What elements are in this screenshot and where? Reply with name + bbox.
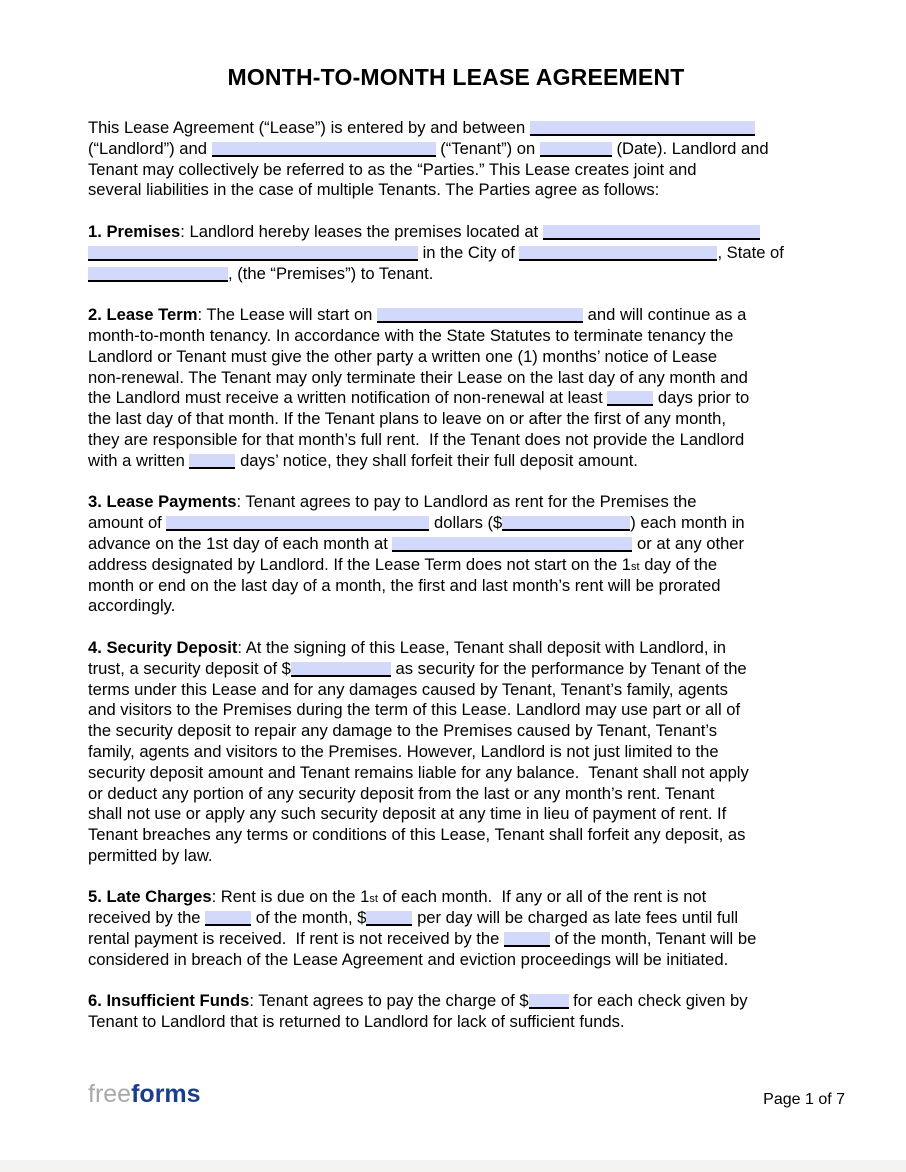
text-run: permitted by law. <box>88 845 213 865</box>
text-run: non-renewal. The Tenant may only terminate their Lease on the last day of any month and <box>88 367 748 387</box>
text-line <box>88 139 824 160</box>
logo-text-forms: forms <box>131 1080 201 1108</box>
landlord-name-field[interactable] <box>530 121 755 136</box>
premises-paragraph <box>88 222 824 284</box>
nsf-charge-field[interactable] <box>529 994 569 1009</box>
security-deposit-paragraph <box>88 638 824 867</box>
text-line <box>88 347 824 368</box>
text-line <box>88 991 824 1012</box>
text-line <box>88 825 824 846</box>
text-run: rental payment is received. If rent is not received by the <box>88 929 504 949</box>
payment-address-field[interactable] <box>392 537 632 552</box>
page-bottom-edge <box>0 1160 906 1172</box>
text-line <box>88 326 824 347</box>
text-line <box>88 243 824 264</box>
text-line <box>88 368 824 389</box>
notice-days-field[interactable] <box>189 454 235 469</box>
text-line <box>88 1012 824 1033</box>
tenant-name-field[interactable] <box>212 142 436 157</box>
text-run: : The Lease will start on <box>197 305 378 325</box>
rent-amount-number-field[interactable] <box>502 516 630 531</box>
text-run: terms under this Lease and for any damages caused by Tenant, Tenant’s family, agents <box>88 679 728 699</box>
text-line <box>88 576 824 597</box>
security-deposit-amount-field[interactable] <box>291 662 391 677</box>
text-line <box>88 659 824 680</box>
text-run: : Rent is due on the 1 <box>211 887 370 907</box>
text-line <box>88 804 824 825</box>
section-heading-label: 2. Lease Term <box>88 305 198 325</box>
page-number: Page 1 of 7 <box>763 1091 845 1108</box>
text-run: ) each month in <box>630 513 745 533</box>
text-run: of the month, Tenant will be <box>549 929 757 949</box>
document-content <box>88 62 824 1054</box>
text-line <box>88 492 824 513</box>
text-line <box>88 680 824 701</box>
text-run: or at any other <box>632 533 745 553</box>
text-line <box>88 160 824 181</box>
text-line <box>88 555 824 576</box>
section-heading-label: 5. Late Charges <box>88 887 212 907</box>
lease-payments-paragraph <box>88 492 824 617</box>
text-run: , (the “Premises”) to Tenant. <box>228 263 434 283</box>
text-run: and will continue as a <box>583 305 747 325</box>
premises-address-field-2[interactable] <box>88 246 418 261</box>
text-run: accordingly. <box>88 596 176 616</box>
text-line <box>88 763 824 784</box>
text-line <box>88 596 824 617</box>
text-run: or deduct any portion of any security deposit from the last or any month’s rent. Tenant <box>88 783 715 803</box>
text-line <box>88 929 824 950</box>
text-line <box>88 700 824 721</box>
text-run: (“Tenant”) on <box>435 138 540 158</box>
text-run: as security for the performance by Tenant of the <box>390 658 747 678</box>
text-run: the last day of that month. If the Tenant plans to leave on or after the first of any month, <box>88 409 727 429</box>
text-run: , State of <box>717 242 784 262</box>
text-run: they are responsible for that month’s full rent. If the Tenant does not provide the Landlord <box>88 429 745 449</box>
late-charges-paragraph <box>88 887 824 970</box>
lease-start-date-field[interactable] <box>377 308 583 323</box>
text-run: : Tenant agrees to pay the charge of $ <box>249 991 529 1011</box>
text-line <box>88 534 824 555</box>
text-run: the security deposit to repair any damage to the Premises caused by Tenant, Tenant’s <box>88 721 718 741</box>
text-run: month-to-month tenancy. In accordance with the State Statutes to terminate tenancy the <box>88 325 734 345</box>
text-run: : Landlord hereby leases the premises located at <box>180 221 543 241</box>
text-run: the Landlord must receive a written notification of non-renewal at least <box>88 388 608 408</box>
text-line <box>88 264 824 285</box>
late-fee-per-day-field[interactable] <box>366 911 412 926</box>
text-run: advance on the 1st day of each month at <box>88 533 393 553</box>
section-heading-label: 1. Premises <box>88 221 181 241</box>
text-line <box>88 638 824 659</box>
text-run: st <box>369 893 378 906</box>
text-run: Landlord or Tenant must give the other party a written one (1) months’ notice of Lease <box>88 346 718 366</box>
intro-paragraph <box>88 118 824 201</box>
text-line <box>88 222 824 243</box>
text-run: several liabilities in the case of multiple Tenants. The Parties agree as follows: <box>88 180 660 200</box>
premises-state-field[interactable] <box>88 267 228 282</box>
text-run: : Tenant agrees to pay to Landlord as rent for the Premises the <box>236 492 697 512</box>
insufficient-funds-paragraph <box>88 991 824 1033</box>
document-title: MONTH-TO-MONTH LEASE AGREEMENT <box>227 64 685 90</box>
rent-amount-words-field[interactable] <box>166 516 429 531</box>
text-run: security deposit amount and Tenant remains liable for any balance. Tenant shall not apply <box>88 762 749 782</box>
text-run: Tenant may collectively be referred to as the “Parties.” This Lease creates joint and <box>88 159 697 179</box>
text-run: Tenant to Landlord that is returned to Landlord for lack of sufficient funds. <box>88 1012 625 1032</box>
text-line <box>88 887 824 908</box>
text-run: shall not use or apply any such security deposit at any time in lieu of payment of rent. If <box>88 804 727 824</box>
premises-city-field[interactable] <box>519 246 717 261</box>
document-body <box>88 118 824 1033</box>
lease-term-paragraph <box>88 305 824 471</box>
text-line <box>88 118 824 139</box>
premises-address-field-1[interactable] <box>543 225 760 240</box>
text-line <box>88 908 824 929</box>
non-renewal-days-field[interactable] <box>607 391 653 406</box>
text-run: amount of <box>88 513 167 533</box>
logo-text-free: free <box>88 1080 132 1108</box>
text-run: This Lease Agreement (“Lease”) is entered by and between <box>88 118 530 137</box>
section-heading-label: 3. Lease Payments <box>88 492 237 512</box>
text-run: : At the signing of this Lease, Tenant shall deposit with Landlord, in <box>237 637 727 657</box>
text-line <box>88 388 824 409</box>
text-run: received by the <box>88 908 206 928</box>
text-run: considered in breach of the Lease Agreement and eviction proceedings will be initiated. <box>88 949 729 969</box>
text-run: and visitors to the Premises during the term of this Lease. Landlord may use part or all of <box>88 700 741 720</box>
late-after-day-field[interactable] <box>205 911 251 926</box>
text-line <box>88 721 824 742</box>
text-line <box>88 451 824 472</box>
text-line <box>88 742 824 763</box>
text-line <box>88 846 824 867</box>
freeforms-logo <box>88 1080 201 1108</box>
agreement-date-field[interactable] <box>540 142 612 157</box>
breach-day-field[interactable] <box>504 932 550 947</box>
text-run: in the City of <box>418 242 520 262</box>
section-heading-label: 6. Insufficient Funds <box>88 991 250 1011</box>
text-run: family, agents and visitors to the Premises. However, Landlord is not just limited to the <box>88 741 719 761</box>
text-run: st <box>631 560 640 573</box>
section-heading-label: 4. Security Deposit <box>88 637 238 657</box>
text-line <box>88 180 824 201</box>
text-run: for each check given by <box>568 991 748 1011</box>
text-run: trust, a security deposit of $ <box>88 658 291 678</box>
text-run: of each month. If any or all of the rent is not <box>377 887 707 907</box>
text-line <box>88 305 824 326</box>
text-line <box>88 430 824 451</box>
text-run: (“Landlord”) and <box>88 138 212 158</box>
text-run: with a written <box>88 450 190 470</box>
text-run: dollars ($ <box>429 513 503 533</box>
text-run: of the month, $ <box>251 908 367 928</box>
text-run: per day will be charged as late fees until full <box>412 908 739 928</box>
text-run: day of the <box>639 554 718 574</box>
text-run: days prior to <box>653 388 750 408</box>
text-line <box>88 409 824 430</box>
text-line <box>88 784 824 805</box>
text-run: Tenant breaches any terms or conditions of this Lease, Tenant shall forfeit any deposit, as <box>88 825 746 845</box>
text-line <box>88 513 824 534</box>
text-run: days’ notice, they shall forfeit their full deposit amount. <box>235 450 638 470</box>
text-run: (Date). Landlord and <box>611 138 769 158</box>
text-run: address designated by Landlord. If the Lease Term does not start on the 1 <box>88 554 632 574</box>
text-run: month or end on the last day of a month, the first and last month’s rent will be prorated <box>88 575 721 595</box>
text-line <box>88 950 824 971</box>
